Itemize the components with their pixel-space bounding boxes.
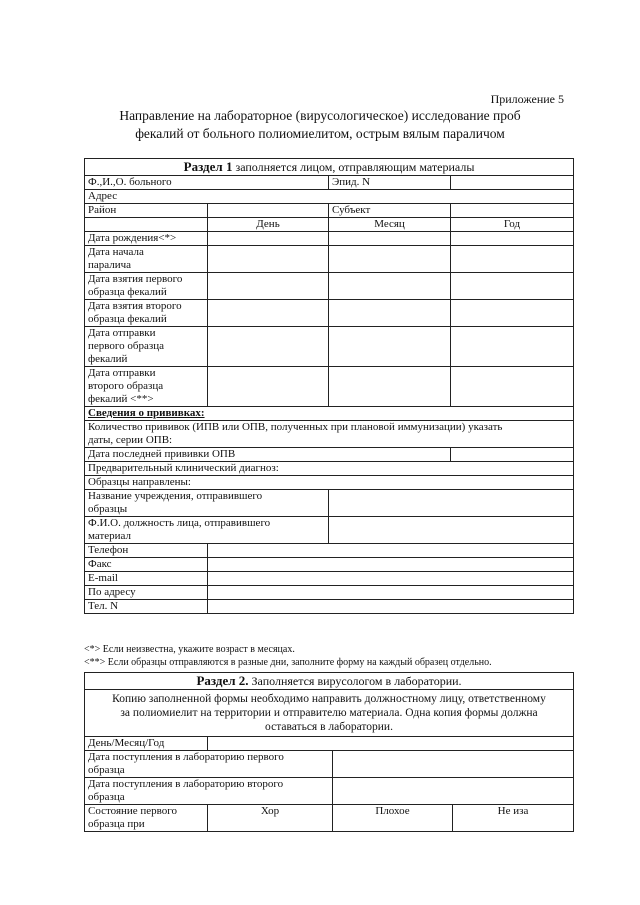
date-row-label: Дата начала паралича	[85, 246, 208, 273]
title-line: фекалий от больного полиомиелитом, острым вялым параличом	[135, 126, 505, 141]
month-cell[interactable]	[329, 273, 451, 300]
date-row	[85, 232, 574, 246]
samples-sent-label: Образцы направлены:	[85, 476, 574, 490]
day-cell[interactable]	[208, 232, 329, 246]
by-address-value-field[interactable]	[208, 586, 574, 600]
date-row	[85, 300, 574, 327]
last-vaccination-value[interactable]	[451, 448, 574, 462]
section2-table	[84, 672, 574, 832]
vaccination-count-field[interactable]: Количество прививок (ИПВ или ОПВ, полученных при плановой иммунизации) указать даты, серии ОПВ:	[85, 421, 574, 448]
day-cell[interactable]	[208, 327, 329, 367]
patient-name-field[interactable]: Ф.,И.,О. больного	[85, 176, 329, 190]
day-cell[interactable]	[208, 300, 329, 327]
dmy-label: День/Месяц/Год	[85, 737, 208, 751]
email-label: E-mail	[85, 572, 208, 586]
state-good-option[interactable]: Хор	[208, 805, 333, 832]
sender-label: Ф.И.О. должность лица, отправившего материал	[85, 517, 329, 544]
date-row-label: Дата рождения<*>	[85, 232, 208, 246]
institution-label: Название учреждения, отправившего образцы	[85, 490, 329, 517]
section1-table	[84, 158, 574, 614]
address-field[interactable]: Адрес	[85, 190, 574, 204]
date-row	[85, 246, 574, 273]
date-row-label: Дата отправки первого образца фекалий	[85, 327, 208, 367]
receipt-first-value-field[interactable]	[333, 751, 574, 778]
day-cell[interactable]	[208, 273, 329, 300]
fax-value-field[interactable]	[208, 558, 574, 572]
receipt-second-value-field[interactable]	[333, 778, 574, 805]
epid-field[interactable]: Эпид. N	[329, 176, 451, 190]
month-cell[interactable]	[329, 367, 451, 407]
tel-n-label: Тел. N	[85, 600, 208, 614]
last-vaccination-field[interactable]: Дата последней прививки ОПВ	[85, 448, 451, 462]
sender-value-field[interactable]	[329, 517, 574, 544]
year-cell[interactable]	[451, 367, 574, 407]
footnote-2: <**> Если образцы отправляются в разные дни, заполните форму на каждый образец отдельно.	[84, 657, 492, 668]
year-cell[interactable]	[451, 273, 574, 300]
year-cell[interactable]	[451, 246, 574, 273]
title-line: Направление на лабораторное (вирусологическое) исследование проб	[119, 108, 521, 123]
district-value-field[interactable]	[208, 204, 329, 218]
vaccination-header: Сведения о прививках:	[85, 407, 574, 421]
epid-value-field[interactable]	[451, 176, 574, 190]
state-bad-option[interactable]: Плохое	[333, 805, 453, 832]
phone-label: Телефон	[85, 544, 208, 558]
district-label: Район	[85, 204, 208, 218]
date-row	[85, 367, 574, 407]
month-cell[interactable]	[329, 232, 451, 246]
date-header-blank	[85, 218, 208, 232]
date-row-label: Дата взятия второго образца фекалий	[85, 300, 208, 327]
col-day-header: День	[208, 218, 329, 232]
day-cell[interactable]	[208, 246, 329, 273]
year-cell[interactable]	[451, 232, 574, 246]
receipt-second-label: Дата поступления в лабораторию второго образца	[85, 778, 333, 805]
col-year-header: Год	[451, 218, 574, 232]
appendix-label: Приложение 5	[490, 92, 564, 106]
month-cell[interactable]	[329, 300, 451, 327]
section2-instructions: Копию заполненной формы необходимо направить должностному лицу, ответственному за полиомиелит на территории и отправителю материала. Одна копия формы должна оставаться в лаборатории.	[85, 690, 574, 737]
month-cell[interactable]	[329, 246, 451, 273]
document-title	[0, 107, 640, 143]
section1-header: Раздел 1 заполняется лицом, отправляющим материалы	[85, 159, 574, 176]
date-row-label: Дата отправки второго образца фекалий <**>	[85, 367, 208, 407]
receipt-first-label: Дата поступления в лабораторию первого образца	[85, 751, 333, 778]
email-value-field[interactable]	[208, 572, 574, 586]
institution-value-field[interactable]	[329, 490, 574, 517]
col-month-header: Месяц	[329, 218, 451, 232]
dmy-value-field[interactable]	[208, 737, 574, 751]
month-cell[interactable]	[329, 327, 451, 367]
year-cell[interactable]	[451, 300, 574, 327]
date-row	[85, 327, 574, 367]
day-cell[interactable]	[208, 367, 329, 407]
section2-header: Раздел 2. Заполняется вирусологом в лаборатории.	[85, 673, 574, 690]
date-row-label: Дата взятия первого образца фекалий	[85, 273, 208, 300]
footnote-1: <*> Если неизвестна, укажите возраст в месяцах.	[84, 644, 295, 655]
subject-label: Субъект	[329, 204, 451, 218]
phone-value-field[interactable]	[208, 544, 574, 558]
tel-n-value-field[interactable]	[208, 600, 574, 614]
state-unused-option[interactable]: Не иза	[453, 805, 574, 832]
year-cell[interactable]	[451, 327, 574, 367]
sample-state-label: Состояние первого образца при	[85, 805, 208, 832]
diagnosis-field[interactable]: Предварительный клинический диагноз:	[85, 462, 574, 476]
by-address-label: По адресу	[85, 586, 208, 600]
date-row	[85, 273, 574, 300]
fax-label: Факс	[85, 558, 208, 572]
subject-value-field[interactable]	[451, 204, 574, 218]
